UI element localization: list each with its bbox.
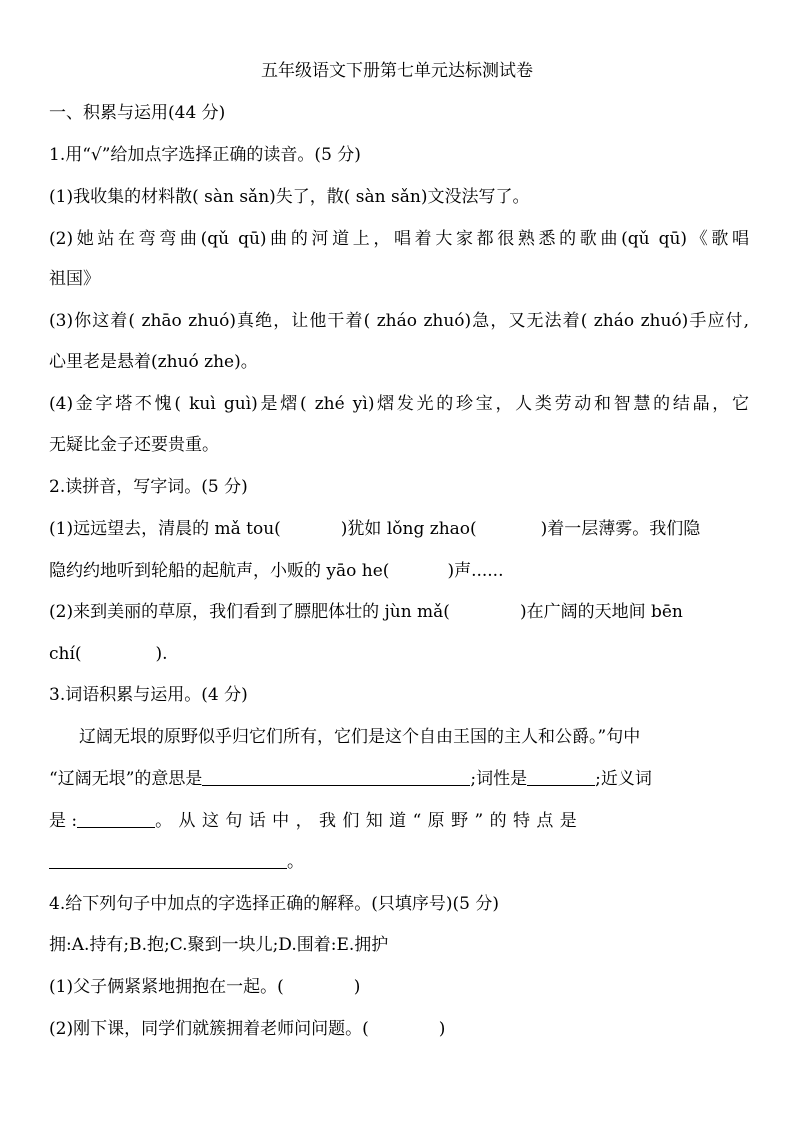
q3-blanks-line-2: [49, 810, 749, 832]
feature-blank[interactable]: [49, 852, 287, 869]
q1-item-1: (1)我收集的材料散( sàn sǎn)失了，散( sàn sǎn)文没法写了。: [49, 187, 530, 207]
q2-item-1-part-c: )着一层薄雾。我们隐: [540, 519, 701, 539]
q4-item-2-close: ): [438, 1019, 446, 1039]
q2-item-1-cont-part-b: )声......: [447, 561, 504, 581]
q3-blanks-line-3: [49, 851, 749, 873]
section-heading: 一、积累与运用(44 分): [49, 103, 226, 123]
question-1-heading: 1.用“√”给加点字选择正确的读音。(5 分): [49, 145, 361, 165]
q2-item-1-cont-part-a: 隐约约地听到轮船的起航声，小贩的 yāo he(: [49, 561, 390, 581]
q2-item-2-cont-part-a: chí(: [49, 644, 82, 664]
q2-item-2-part-b: )在广阔的天地间 bēn: [519, 602, 683, 622]
q3-passage: 辽阔无垠的原野似乎归它们所有，它们是这个自由王国的主人和公爵。”句中: [79, 727, 641, 747]
part-of-speech-blank[interactable]: [527, 769, 595, 786]
q1-item-3: (3)你这着( zhāo zhuó)真绝，让他干着( zháo zhuó)急，又无法着( zháo zhuó)手应付,: [49, 311, 749, 331]
q3-feature-prompt: 。 从 这 句 话 中 ， 我 们 知 道 “ 原 野 ” 的 特 点 是: [155, 811, 578, 831]
q4-options: 拥:A.持有;B.抱;C.聚到一块儿;D.围着:E.拥护: [49, 935, 389, 955]
q4-item-2-text: (2)刚下课，同学们就簇拥着老师问问题。(: [49, 1019, 369, 1039]
question-3-heading: 3.词语积累与运用。(4 分): [49, 685, 248, 705]
q3-pos-label: ;词性是: [470, 769, 528, 789]
synonym-blank[interactable]: [77, 811, 155, 828]
q1-item-2-cont: 祖国》: [49, 269, 100, 289]
q2-item-1: [49, 518, 749, 540]
q2-item-1-part-b: )犹如 lǒng zhao(: [340, 519, 477, 539]
q3-meaning-label: “辽阔无垠”的意思是: [49, 769, 203, 789]
q2-item-2: [49, 601, 749, 623]
q3-synonym-colon: 是 :: [49, 811, 78, 831]
question-4-heading: 4.给下列句子中加点的字选择正确的解释。(只填序号)(5 分): [49, 894, 499, 914]
q2-item-2-part-a: (2)来到美丽的草原，我们看到了膘肥体壮的 jùn mǎ(: [49, 602, 450, 622]
q4-item-1-text: (1)父子俩紧紧地拥抱在一起。(: [49, 977, 284, 997]
q4-item-1-close: ): [353, 977, 361, 997]
q1-item-4-cont: 无疑比金子还要贵重。: [49, 435, 219, 455]
question-2-heading: 2.读拼音，写字词。(5 分): [49, 477, 248, 497]
q2-item-1-part-a: (1)远远望去，清晨的 mǎ tou(: [49, 519, 281, 539]
q2-item-2-cont: [49, 643, 749, 665]
q3-blanks-line-1: [49, 768, 749, 790]
q2-item-2-cont-part-b: ).: [155, 644, 168, 664]
exam-title: 五年级语文下册第七单元达标测试卷: [261, 61, 533, 81]
q3-period: 。: [287, 852, 304, 872]
q1-item-3-cont: 心里老是悬着(zhuó zhe)。: [49, 352, 258, 372]
q1-item-4: (4)金字塔不愧( kuì guì)是熠( zhé yì)熠发光的珍宝，人类劳动和智慧的结晶，它: [49, 394, 749, 414]
meaning-blank[interactable]: [202, 769, 470, 786]
q4-item-2: [49, 1018, 749, 1040]
q4-item-1: [49, 976, 749, 998]
q1-item-2: (2)她站在弯弯曲(qǔ qū)曲的河道上，唱着大家都很熟悉的歌曲(qǔ qū)《歌唱: [49, 229, 749, 249]
q2-item-1-cont: [49, 560, 749, 582]
q3-synonym-label: ;近义词: [595, 769, 652, 789]
